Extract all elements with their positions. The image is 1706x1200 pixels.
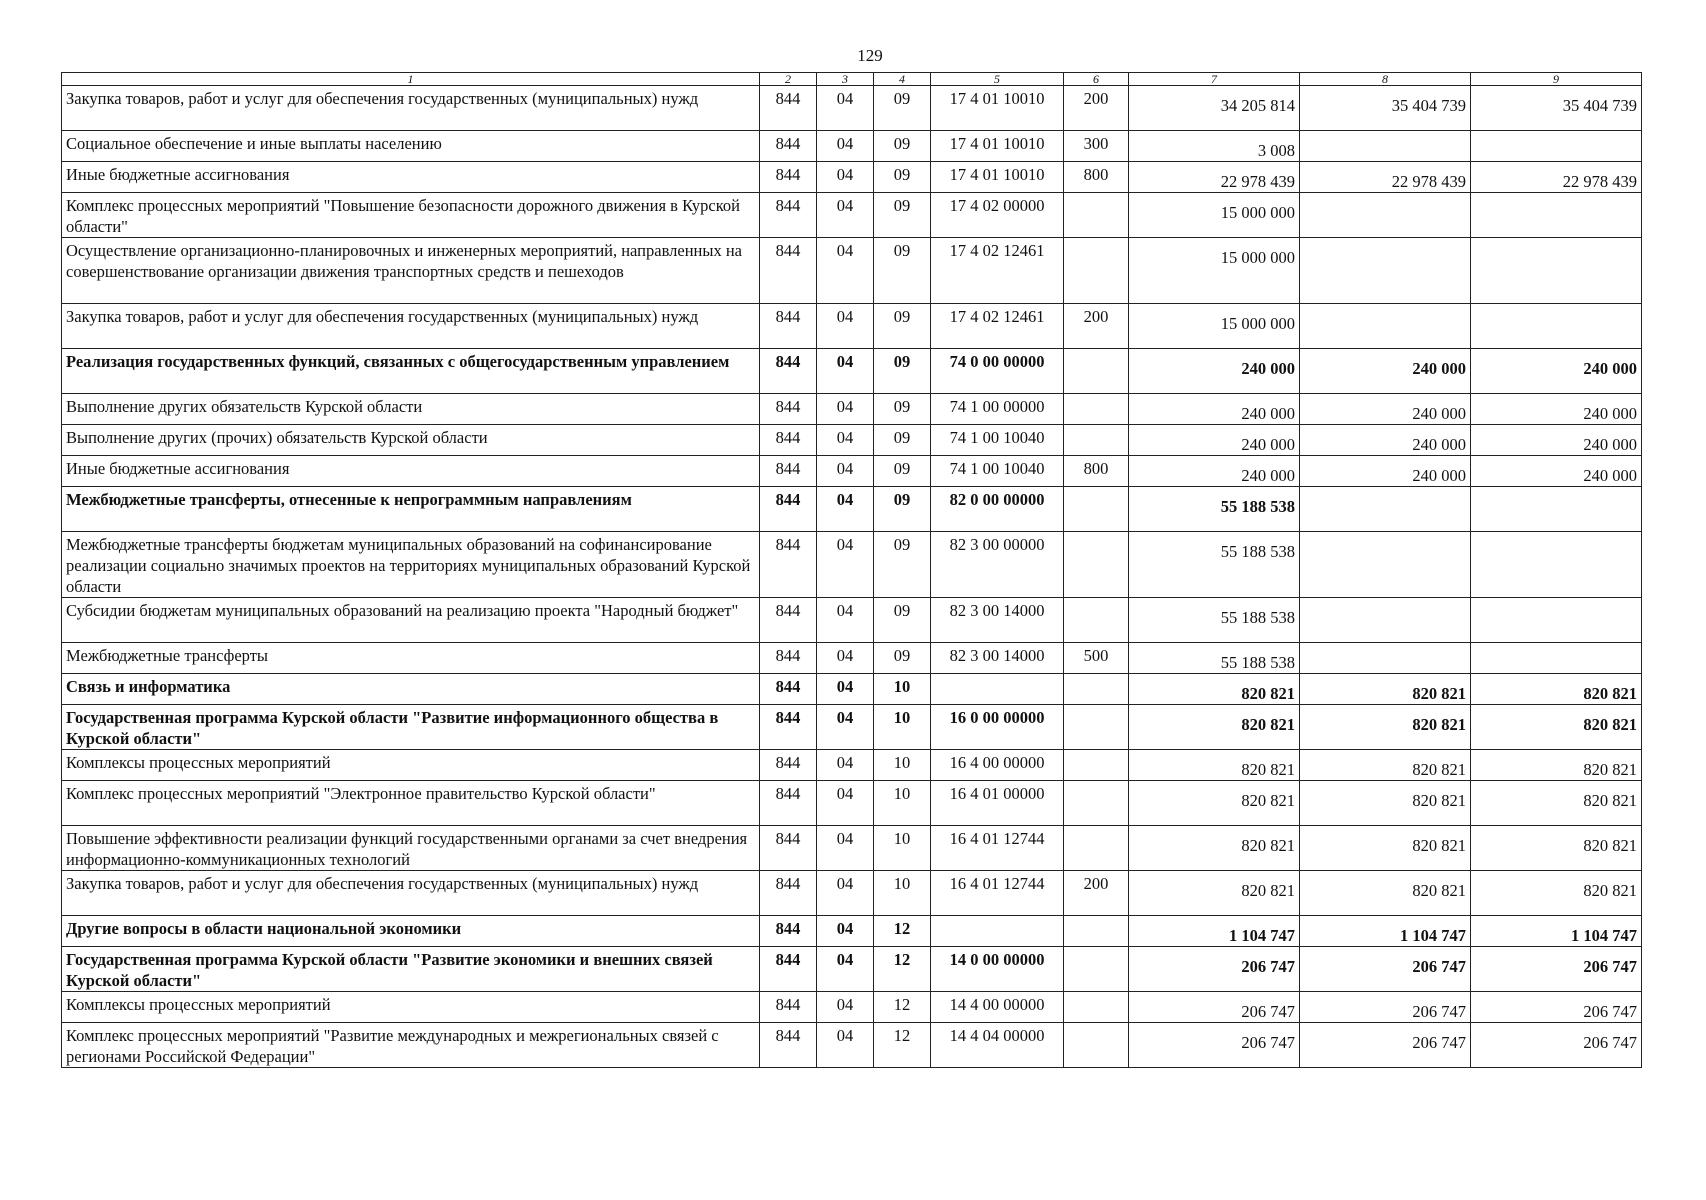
code-cell xyxy=(1064,916,1129,947)
row-label: Комплексы процессных мероприятий xyxy=(62,750,760,781)
table-row xyxy=(62,826,1642,871)
header-cell: 9 xyxy=(1471,73,1642,86)
row-label: Комплексы процессных мероприятий xyxy=(62,992,760,1023)
amount-cell: 820 821 xyxy=(1471,781,1642,826)
code-cell: 09 xyxy=(874,394,931,425)
code-cell: 10 xyxy=(874,826,931,871)
code-cell: 16 0 00 00000 xyxy=(931,705,1064,750)
code-cell: 74 1 00 10040 xyxy=(931,456,1064,487)
code-cell: 04 xyxy=(817,394,874,425)
header-cell: 7 xyxy=(1129,73,1300,86)
amount-cell xyxy=(1300,643,1471,674)
amount-cell: 820 821 xyxy=(1129,871,1300,916)
code-cell: 74 0 00 00000 xyxy=(931,349,1064,394)
code-cell xyxy=(1064,1023,1129,1068)
code-cell: 844 xyxy=(760,193,817,238)
amount-cell: 22 978 439 xyxy=(1471,162,1642,193)
table-row xyxy=(62,456,1642,487)
amount-cell xyxy=(1471,643,1642,674)
table-row xyxy=(62,349,1642,394)
code-cell: 844 xyxy=(760,86,817,131)
code-cell: 04 xyxy=(817,947,874,992)
table-row xyxy=(62,871,1642,916)
amount-cell xyxy=(1300,487,1471,532)
row-label: Социальное обеспечение и иные выплаты населению xyxy=(62,131,760,162)
amount-cell: 206 747 xyxy=(1129,1023,1300,1068)
amount-cell: 820 821 xyxy=(1471,750,1642,781)
row-label: Повышение эффективности реализации функций государственными органами за счет внедрения информационно-коммуникационных технологий xyxy=(62,826,760,871)
code-cell: 17 4 02 12461 xyxy=(931,304,1064,349)
code-cell: 04 xyxy=(817,781,874,826)
amount-cell: 15 000 000 xyxy=(1129,238,1300,304)
code-cell: 09 xyxy=(874,425,931,456)
page-number: 129 xyxy=(857,46,883,65)
amount-cell: 55 188 538 xyxy=(1129,487,1300,532)
amount-cell: 206 747 xyxy=(1129,947,1300,992)
code-cell: 844 xyxy=(760,705,817,750)
code-cell: 09 xyxy=(874,643,931,674)
row-label: Государственная программа Курской области "Развитие информационного общества в Курской области" xyxy=(62,705,760,750)
code-cell: 04 xyxy=(817,916,874,947)
code-cell: 844 xyxy=(760,826,817,871)
budget-table xyxy=(61,72,1642,1068)
amount-cell: 22 978 439 xyxy=(1129,162,1300,193)
table-row xyxy=(62,643,1642,674)
code-cell: 10 xyxy=(874,871,931,916)
code-cell: 200 xyxy=(1064,871,1129,916)
code-cell: 200 xyxy=(1064,86,1129,131)
amount-cell: 820 821 xyxy=(1300,674,1471,705)
header-cell: 2 xyxy=(760,73,817,86)
code-cell: 200 xyxy=(1064,304,1129,349)
header-cell: 4 xyxy=(874,73,931,86)
amount-cell xyxy=(1300,238,1471,304)
code-cell: 09 xyxy=(874,131,931,162)
amount-cell: 820 821 xyxy=(1300,750,1471,781)
code-cell: 844 xyxy=(760,131,817,162)
row-label: Связь и информатика xyxy=(62,674,760,705)
amount-cell: 240 000 xyxy=(1129,349,1300,394)
amount-cell: 55 188 538 xyxy=(1129,598,1300,643)
code-cell: 17 4 02 12461 xyxy=(931,238,1064,304)
code-cell: 844 xyxy=(760,871,817,916)
amount-cell: 820 821 xyxy=(1129,674,1300,705)
code-cell xyxy=(1064,750,1129,781)
table-row xyxy=(62,750,1642,781)
code-cell xyxy=(1064,487,1129,532)
code-cell xyxy=(1064,992,1129,1023)
code-cell: 04 xyxy=(817,532,874,598)
code-cell: 10 xyxy=(874,674,931,705)
code-cell: 844 xyxy=(760,425,817,456)
code-cell: 04 xyxy=(817,425,874,456)
code-cell: 09 xyxy=(874,598,931,643)
row-label: Иные бюджетные ассигнования xyxy=(62,456,760,487)
amount-cell xyxy=(1471,238,1642,304)
code-cell: 844 xyxy=(760,598,817,643)
table-row xyxy=(62,425,1642,456)
amount-cell xyxy=(1471,131,1642,162)
code-cell: 844 xyxy=(760,947,817,992)
code-cell xyxy=(1064,674,1129,705)
code-cell: 04 xyxy=(817,1023,874,1068)
code-cell xyxy=(1064,781,1129,826)
table-row xyxy=(62,238,1642,304)
code-cell: 844 xyxy=(760,456,817,487)
code-cell: 04 xyxy=(817,871,874,916)
amount-cell: 820 821 xyxy=(1300,705,1471,750)
table-row xyxy=(62,131,1642,162)
amount-cell: 206 747 xyxy=(1129,992,1300,1023)
amount-cell: 820 821 xyxy=(1471,871,1642,916)
code-cell: 844 xyxy=(760,532,817,598)
code-cell: 800 xyxy=(1064,162,1129,193)
code-cell: 12 xyxy=(874,992,931,1023)
row-label: Межбюджетные трансферты xyxy=(62,643,760,674)
table-row xyxy=(62,162,1642,193)
code-cell: 17 4 02 00000 xyxy=(931,193,1064,238)
amount-cell: 34 205 814 xyxy=(1129,86,1300,131)
table-row xyxy=(62,781,1642,826)
row-label: Субсидии бюджетам муниципальных образований на реализацию проекта "Народный бюджет" xyxy=(62,598,760,643)
amount-cell: 3 008 xyxy=(1129,131,1300,162)
code-cell: 04 xyxy=(817,131,874,162)
code-cell: 09 xyxy=(874,86,931,131)
amount-cell: 820 821 xyxy=(1471,674,1642,705)
amount-cell: 240 000 xyxy=(1471,425,1642,456)
code-cell: 82 3 00 00000 xyxy=(931,532,1064,598)
code-cell: 844 xyxy=(760,916,817,947)
code-cell: 12 xyxy=(874,1023,931,1068)
code-cell: 10 xyxy=(874,781,931,826)
row-label: Иные бюджетные ассигнования xyxy=(62,162,760,193)
amount-cell: 55 188 538 xyxy=(1129,643,1300,674)
amount-cell: 820 821 xyxy=(1471,705,1642,750)
code-cell xyxy=(1064,238,1129,304)
table-row xyxy=(62,304,1642,349)
code-cell xyxy=(1064,705,1129,750)
code-cell xyxy=(1064,598,1129,643)
amount-cell: 240 000 xyxy=(1300,349,1471,394)
amount-cell: 15 000 000 xyxy=(1129,193,1300,238)
code-cell: 04 xyxy=(817,86,874,131)
code-cell: 04 xyxy=(817,992,874,1023)
code-cell: 82 3 00 14000 xyxy=(931,643,1064,674)
table-header-row xyxy=(62,73,1642,86)
header-cell: 8 xyxy=(1300,73,1471,86)
amount-cell: 22 978 439 xyxy=(1300,162,1471,193)
row-label: Реализация государственных функций, связанных с общегосударственным управлением xyxy=(62,349,760,394)
table-row xyxy=(62,992,1642,1023)
table-row xyxy=(62,487,1642,532)
code-cell: 09 xyxy=(874,238,931,304)
code-cell: 16 4 01 00000 xyxy=(931,781,1064,826)
amount-cell: 240 000 xyxy=(1129,394,1300,425)
code-cell: 09 xyxy=(874,193,931,238)
code-cell: 16 4 01 12744 xyxy=(931,826,1064,871)
code-cell: 844 xyxy=(760,238,817,304)
amount-cell: 240 000 xyxy=(1300,425,1471,456)
amount-cell: 35 404 739 xyxy=(1300,86,1471,131)
code-cell: 04 xyxy=(817,674,874,705)
amount-cell: 55 188 538 xyxy=(1129,532,1300,598)
code-cell: 04 xyxy=(817,304,874,349)
code-cell: 844 xyxy=(760,643,817,674)
amount-cell: 1 104 747 xyxy=(1300,916,1471,947)
header-cell: 6 xyxy=(1064,73,1129,86)
table-row xyxy=(62,532,1642,598)
code-cell: 844 xyxy=(760,674,817,705)
code-cell: 10 xyxy=(874,705,931,750)
code-cell: 844 xyxy=(760,1023,817,1068)
code-cell: 16 4 00 00000 xyxy=(931,750,1064,781)
amount-cell: 820 821 xyxy=(1129,750,1300,781)
table-row xyxy=(62,598,1642,643)
amount-cell: 240 000 xyxy=(1300,394,1471,425)
table-row xyxy=(62,674,1642,705)
row-label: Закупка товаров, работ и услуг для обеспечения государственных (муниципальных) нужд xyxy=(62,871,760,916)
code-cell: 82 3 00 14000 xyxy=(931,598,1064,643)
code-cell: 500 xyxy=(1064,643,1129,674)
code-cell: 74 1 00 10040 xyxy=(931,425,1064,456)
amount-cell xyxy=(1300,304,1471,349)
row-label: Комплекс процессных мероприятий "Повышение безопасности дорожного движения в Курской области" xyxy=(62,193,760,238)
code-cell: 14 0 00 00000 xyxy=(931,947,1064,992)
code-cell: 844 xyxy=(760,487,817,532)
amount-cell: 820 821 xyxy=(1300,871,1471,916)
code-cell: 04 xyxy=(817,162,874,193)
code-cell: 844 xyxy=(760,349,817,394)
row-label: Государственная программа Курской области "Развитие экономики и внешних связей Курской области" xyxy=(62,947,760,992)
amount-cell: 240 000 xyxy=(1471,394,1642,425)
code-cell: 04 xyxy=(817,238,874,304)
code-cell: 800 xyxy=(1064,456,1129,487)
header-cell: 5 xyxy=(931,73,1064,86)
row-label: Закупка товаров, работ и услуг для обеспечения государственных (муниципальных) нужд xyxy=(62,304,760,349)
table-row xyxy=(62,705,1642,750)
code-cell xyxy=(1064,193,1129,238)
amount-cell: 240 000 xyxy=(1129,425,1300,456)
code-cell xyxy=(1064,947,1129,992)
code-cell: 04 xyxy=(817,826,874,871)
code-cell: 12 xyxy=(874,947,931,992)
code-cell: 04 xyxy=(817,349,874,394)
code-cell: 844 xyxy=(760,162,817,193)
code-cell xyxy=(931,916,1064,947)
code-cell xyxy=(931,674,1064,705)
code-cell: 09 xyxy=(874,487,931,532)
amount-cell xyxy=(1471,532,1642,598)
table-row xyxy=(62,394,1642,425)
amount-cell: 1 104 747 xyxy=(1129,916,1300,947)
code-cell: 16 4 01 12744 xyxy=(931,871,1064,916)
amount-cell: 820 821 xyxy=(1129,826,1300,871)
amount-cell: 206 747 xyxy=(1300,947,1471,992)
amount-cell: 240 000 xyxy=(1471,349,1642,394)
amount-cell xyxy=(1471,487,1642,532)
row-label: Комплекс процессных мероприятий "Электронное правительство Курской области" xyxy=(62,781,760,826)
code-cell: 09 xyxy=(874,532,931,598)
amount-cell xyxy=(1471,598,1642,643)
table-row xyxy=(62,86,1642,131)
code-cell: 09 xyxy=(874,304,931,349)
table-row xyxy=(62,193,1642,238)
code-cell: 300 xyxy=(1064,131,1129,162)
amount-cell xyxy=(1300,598,1471,643)
code-cell: 74 1 00 00000 xyxy=(931,394,1064,425)
code-cell xyxy=(1064,826,1129,871)
row-label: Межбюджетные трансферты, отнесенные к непрограммным направлениям xyxy=(62,487,760,532)
code-cell xyxy=(1064,394,1129,425)
code-cell xyxy=(1064,425,1129,456)
code-cell: 844 xyxy=(760,750,817,781)
code-cell: 04 xyxy=(817,193,874,238)
amount-cell xyxy=(1471,304,1642,349)
row-label: Комплекс процессных мероприятий "Развитие международных и межрегиональных связей с регионами Российской Федерации" xyxy=(62,1023,760,1068)
row-label: Осуществление организационно-планировочных и инженерных мероприятий, направленных на совершенствование организации движения транспортных средств и пешеходов xyxy=(62,238,760,304)
row-label: Выполнение других (прочих) обязательств Курской области xyxy=(62,425,760,456)
amount-cell: 206 747 xyxy=(1300,992,1471,1023)
row-label: Выполнение других обязательств Курской области xyxy=(62,394,760,425)
header-cell: 1 xyxy=(62,73,760,86)
amount-cell xyxy=(1471,193,1642,238)
code-cell: 17 4 01 10010 xyxy=(931,162,1064,193)
code-cell: 10 xyxy=(874,750,931,781)
amount-cell: 820 821 xyxy=(1129,781,1300,826)
amount-cell xyxy=(1300,131,1471,162)
code-cell: 844 xyxy=(760,992,817,1023)
amount-cell: 15 000 000 xyxy=(1129,304,1300,349)
amount-cell: 206 747 xyxy=(1471,1023,1642,1068)
amount-cell: 35 404 739 xyxy=(1471,86,1642,131)
amount-cell: 820 821 xyxy=(1300,826,1471,871)
code-cell: 14 4 04 00000 xyxy=(931,1023,1064,1068)
code-cell: 04 xyxy=(817,487,874,532)
code-cell: 04 xyxy=(817,705,874,750)
amount-cell: 820 821 xyxy=(1129,705,1300,750)
code-cell: 04 xyxy=(817,598,874,643)
table-row xyxy=(62,947,1642,992)
code-cell: 14 4 00 00000 xyxy=(931,992,1064,1023)
amount-cell: 240 000 xyxy=(1129,456,1300,487)
code-cell: 17 4 01 10010 xyxy=(931,131,1064,162)
amount-cell: 206 747 xyxy=(1471,947,1642,992)
row-label: Межбюджетные трансферты бюджетам муниципальных образований на софинансирование реализации социально значимых проектов на территориях муниципальных образований Курской области xyxy=(62,532,760,598)
header-cell: 3 xyxy=(817,73,874,86)
code-cell: 09 xyxy=(874,456,931,487)
row-label: Закупка товаров, работ и услуг для обеспечения государственных (муниципальных) нужд xyxy=(62,86,760,131)
code-cell: 844 xyxy=(760,394,817,425)
code-cell: 844 xyxy=(760,304,817,349)
table-row xyxy=(62,1023,1642,1068)
code-cell: 17 4 01 10010 xyxy=(931,86,1064,131)
amount-cell xyxy=(1300,193,1471,238)
amount-cell: 206 747 xyxy=(1471,992,1642,1023)
amount-cell: 206 747 xyxy=(1300,1023,1471,1068)
row-label: Другие вопросы в области национальной экономики xyxy=(62,916,760,947)
code-cell: 04 xyxy=(817,750,874,781)
amount-cell: 240 000 xyxy=(1300,456,1471,487)
amount-cell: 820 821 xyxy=(1300,781,1471,826)
code-cell: 04 xyxy=(817,456,874,487)
code-cell: 82 0 00 00000 xyxy=(931,487,1064,532)
code-cell: 09 xyxy=(874,349,931,394)
amount-cell: 1 104 747 xyxy=(1471,916,1642,947)
table-row xyxy=(62,916,1642,947)
amount-cell xyxy=(1300,532,1471,598)
code-cell: 04 xyxy=(817,643,874,674)
code-cell: 844 xyxy=(760,781,817,826)
amount-cell: 240 000 xyxy=(1471,456,1642,487)
code-cell: 09 xyxy=(874,162,931,193)
code-cell: 12 xyxy=(874,916,931,947)
amount-cell: 820 821 xyxy=(1471,826,1642,871)
code-cell xyxy=(1064,532,1129,598)
code-cell xyxy=(1064,349,1129,394)
